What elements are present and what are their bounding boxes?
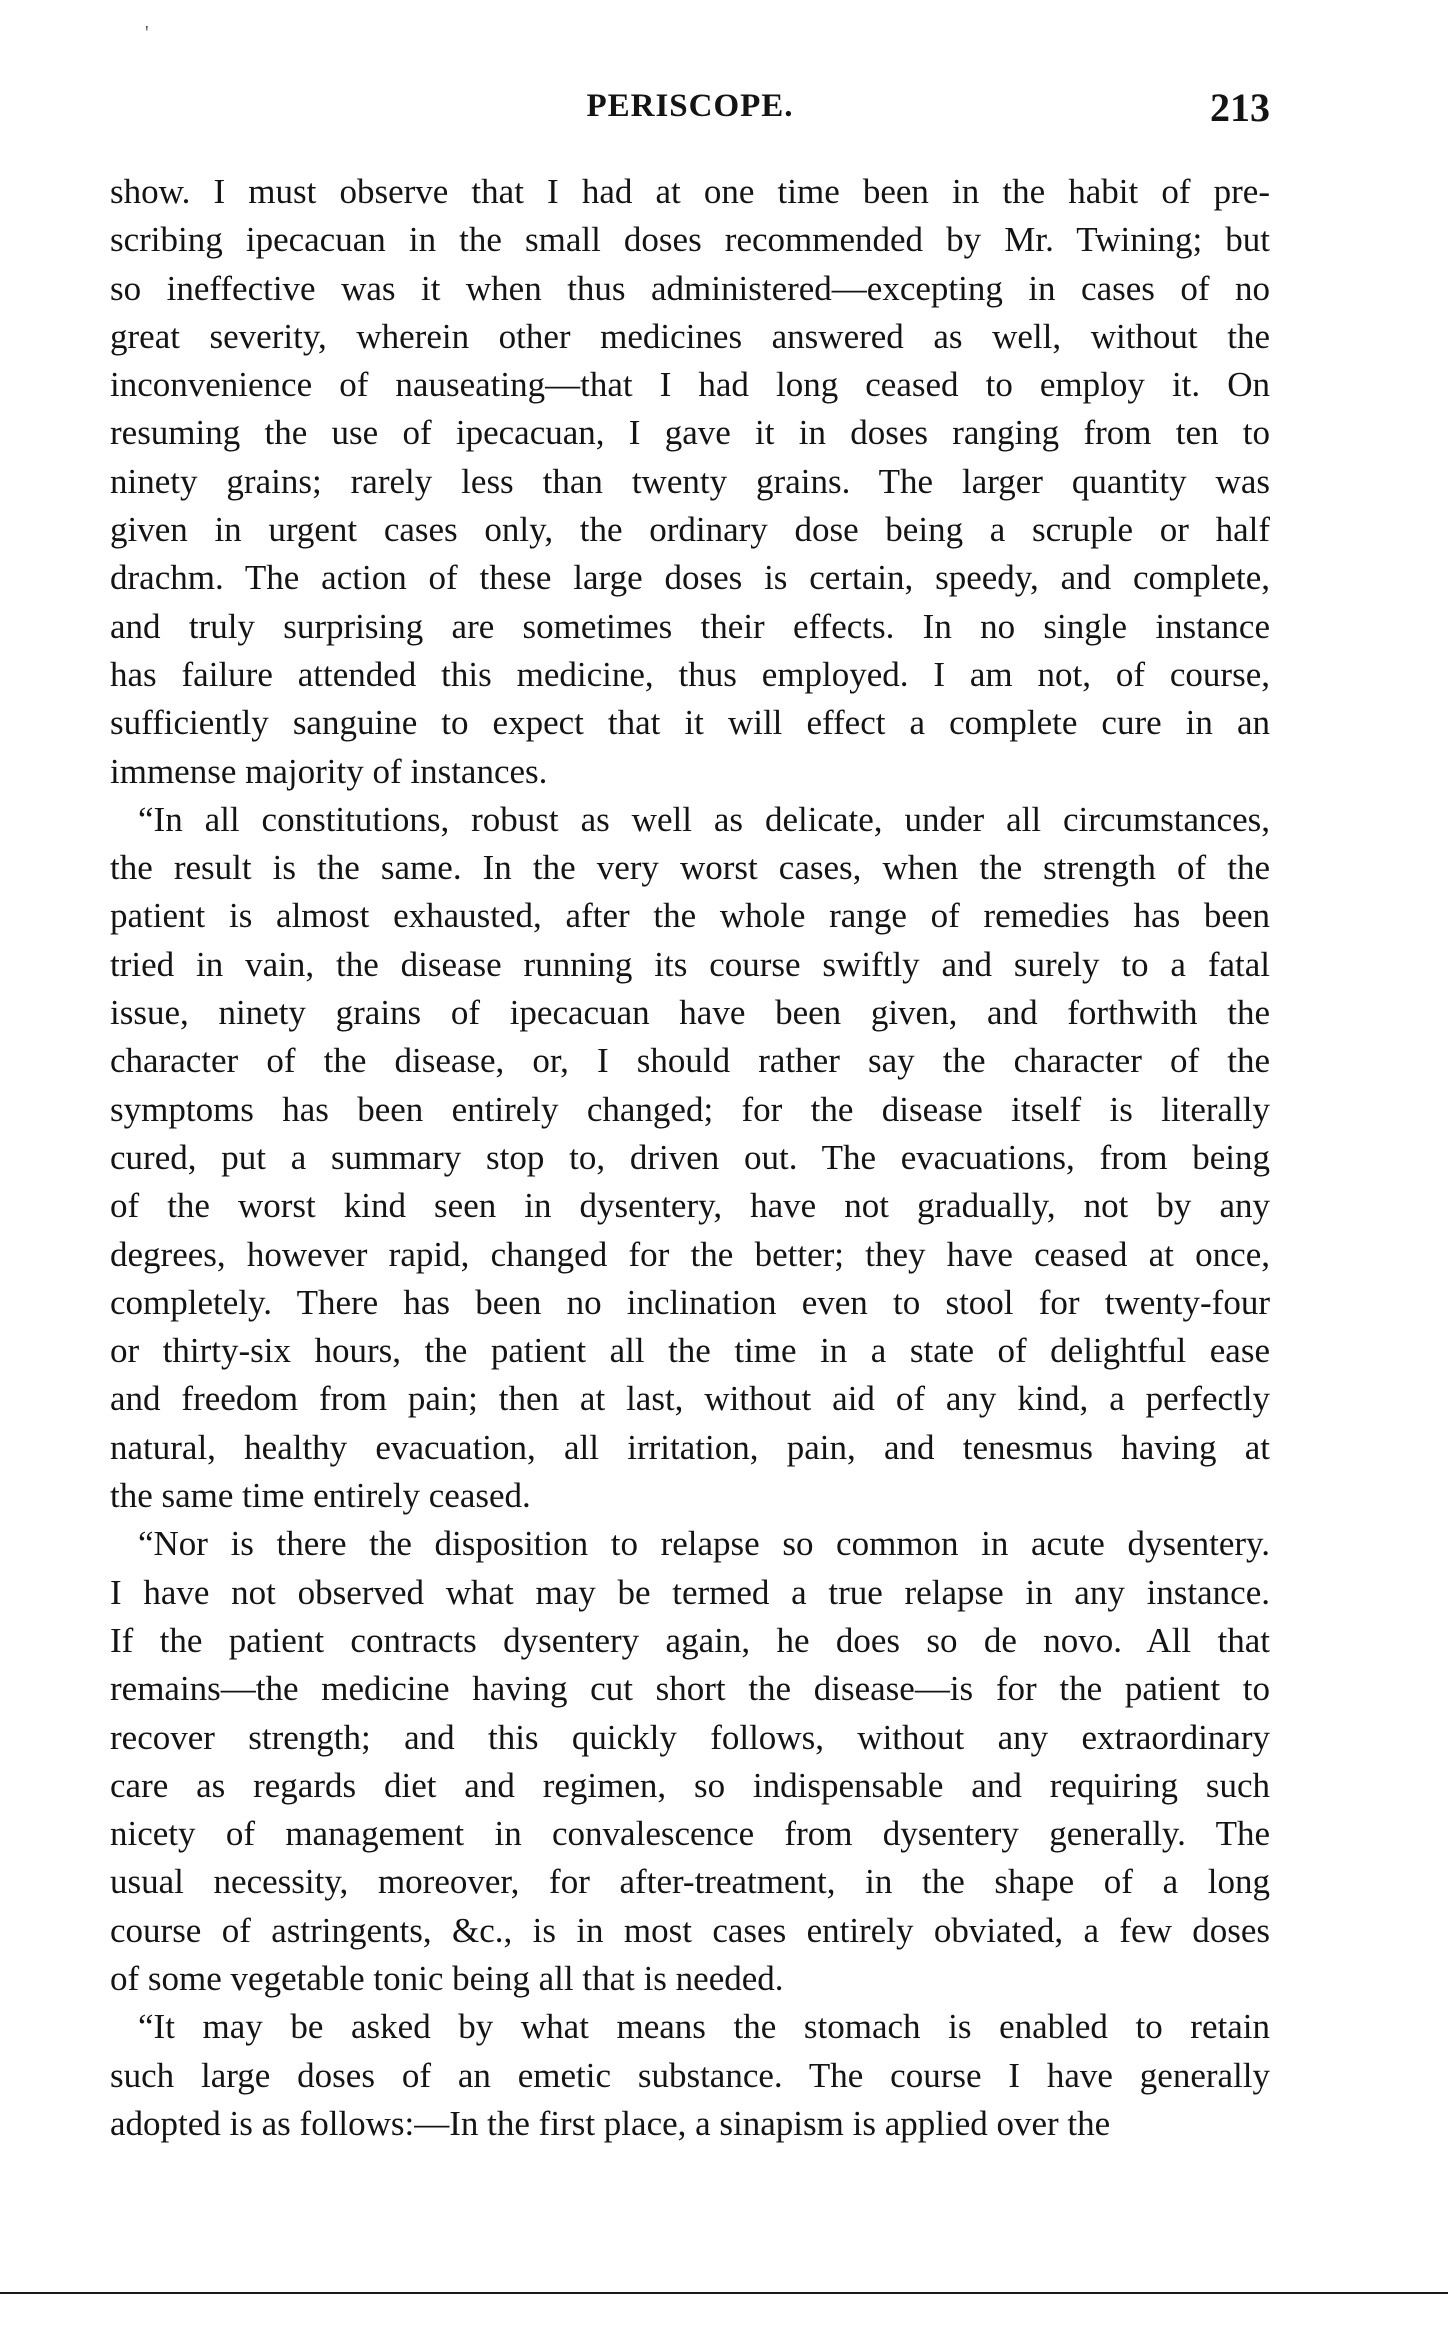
text-line: the same time entirely ceased.: [110, 1476, 531, 1516]
text-line: nicety of management in convalescence from dysentery generally. The: [110, 1814, 1270, 1854]
text-line: character of the disease, or, I should rather say the character of the: [110, 1041, 1270, 1081]
text-line: ninety grains; rarely less than twenty grains. The larger quantity was: [110, 461, 1270, 501]
text-line: remains—the medicine having cut short the disease—is for the patient to: [110, 1669, 1270, 1709]
running-head: [110, 80, 1270, 140]
text-line: recover strength; and this quickly follows, without any extraordinary: [110, 1717, 1270, 1757]
text-line: symptoms has been entirely changed; for the disease itself is literally: [110, 1089, 1270, 1129]
text-line: usual necessity, moreover, for after-treatment, in the shape of a long: [110, 1862, 1270, 1902]
text-line: natural, healthy evacuation, all irritation, pain, and tenesmus having at: [110, 1427, 1270, 1467]
body-text: [110, 168, 1270, 2148]
page-corner-mark: ': [145, 22, 149, 44]
text-line: such large doses of an emetic substance. The course I have generally: [110, 2055, 1270, 2095]
text-line: “It may be asked by what means the stomach is enabled to retain: [138, 2007, 1270, 2047]
text-line: or thirty-six hours, the patient all the time in a state of delightful ease: [110, 1331, 1270, 1371]
text-line: so ineffective was it when thus administered—excepting in cases of no: [110, 268, 1270, 308]
text-line: “Nor is there the disposition to relapse so common in acute dysentery.: [138, 1524, 1270, 1564]
text-line: completely. There has been no inclination even to stool for twenty-four: [110, 1282, 1270, 1322]
page-number: 213: [1210, 85, 1270, 130]
text-line: the result is the same. In the very worst cases, when the strength of the: [110, 848, 1270, 888]
text-line: scribing ipecacuan in the small doses recommended by Mr. Twining; but: [110, 220, 1270, 260]
paragraph: [110, 1520, 1270, 2003]
text-line: course of astringents, &c., is in most cases entirely obviated, a few doses: [110, 1910, 1270, 1950]
text-line: great severity, wherein other medicines answered as well, without the: [110, 316, 1270, 356]
text-line: immense majority of instances.: [110, 751, 548, 791]
text-line: has failure attended this medicine, thus employed. I am not, of course,: [110, 654, 1270, 694]
text-line: of some vegetable tonic being all that is needed.: [110, 1958, 784, 1998]
text-line: adopted is as follows:—In the first place, a sinapism is applied over the: [110, 2103, 1111, 2143]
running-title: PERISCOPE.: [586, 88, 794, 124]
text-line: and truly surprising are sometimes their effects. In no single instance: [110, 606, 1270, 646]
text-line: resuming the use of ipecacuan, I gave it in doses ranging from ten to: [110, 413, 1270, 453]
text-line: inconvenience of nauseating—that I had long ceased to employ it. On: [110, 365, 1270, 405]
text-line: issue, ninety grains of ipecacuan have been given, and forthwith the: [110, 993, 1270, 1033]
paragraph: [110, 796, 1270, 1520]
text-line: sufficiently sanguine to expect that it will effect a complete cure in an: [110, 703, 1270, 743]
text-line: patient is almost exhausted, after the whole range of remedies has been: [110, 896, 1270, 936]
text-line: and freedom from pain; then at last, without aid of any kind, a perfectly: [110, 1379, 1270, 1419]
text-line: “In all constitutions, robust as well as delicate, under all circumstances,: [138, 799, 1270, 839]
text-line: I have not observed what may be termed a true relapse in any instance.: [110, 1572, 1270, 1612]
text-line: care as regards diet and regimen, so indispensable and requiring such: [110, 1765, 1270, 1805]
text-line: cured, put a summary stop to, driven out. The evacuations, from being: [110, 1137, 1270, 1177]
text-line: If the patient contracts dysentery again, he does so de novo. All that: [110, 1620, 1270, 1660]
text-line: drachm. The action of these large doses is certain, speedy, and complete,: [110, 558, 1270, 598]
text-line: degrees, however rapid, changed for the better; they have ceased at once,: [110, 1234, 1270, 1274]
paragraph: [110, 168, 1270, 796]
text-line: show. I must observe that I had at one time been in the habit of pre-: [110, 172, 1270, 211]
text-line: of the worst kind seen in dysentery, have not gradually, not by any: [110, 1186, 1270, 1226]
text-line: tried in vain, the disease running its course swiftly and surely to a fatal: [110, 944, 1270, 984]
paragraph: [110, 2003, 1270, 2148]
bottom-rule: [0, 2292, 1448, 2294]
text-line: given in urgent cases only, the ordinary dose being a scruple or half: [110, 510, 1270, 550]
